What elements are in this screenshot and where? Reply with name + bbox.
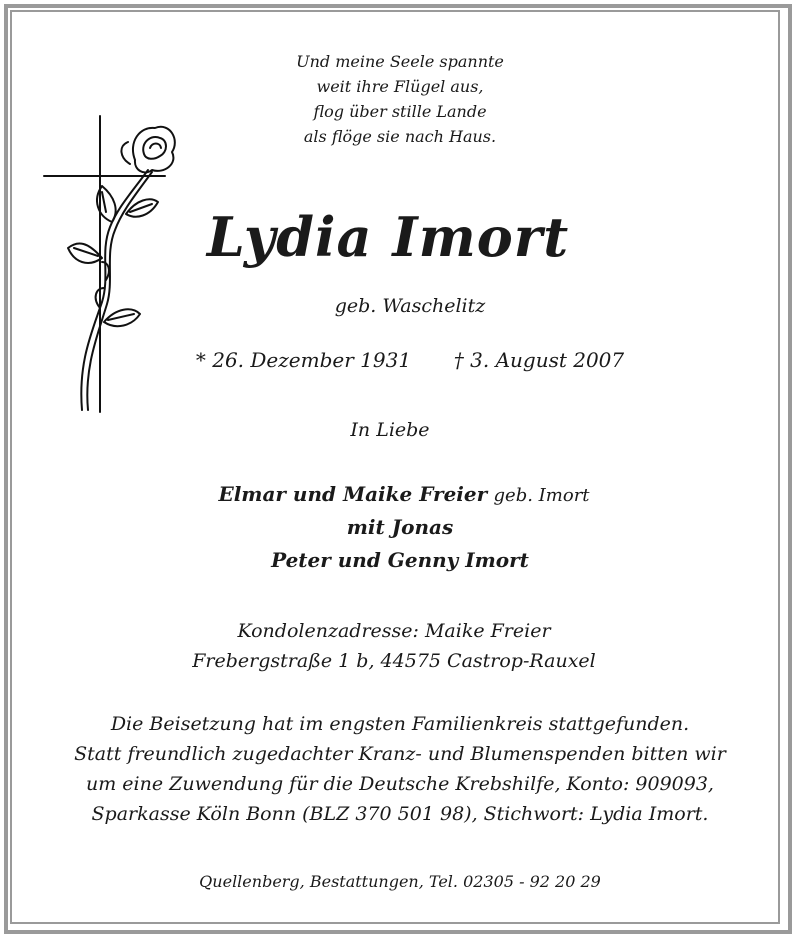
mourners-line-1: [4, 482, 800, 506]
verse-line-3: flog über stille Lande: [313, 102, 487, 121]
mourners-names-1: Elmar und Maike Freier: [218, 482, 488, 506]
condolence-line-1: Kondolenzadresse: Maike Freier: [237, 620, 551, 642]
verse-line-4: als flöge sie nach Haus.: [303, 127, 497, 146]
mourners-maiden: geb. Imort: [493, 485, 590, 506]
life-dates: [10, 348, 800, 372]
mourners-line-2: mit Jonas: [346, 515, 454, 539]
death-date: † 3. August 2007: [453, 348, 625, 372]
notice-line-2: Statt freundlich zugedachter Kranz- und Blumenspenden bitten wir: [74, 743, 726, 765]
deceased-name: Lydia Imort: [206, 205, 570, 269]
notice-line-4: Sparkasse Köln Bonn (BLZ 370 501 98), Stichwort: Lydia Imort.: [91, 803, 709, 825]
footer-undertaker: Quellenberg, Bestattungen, Tel. 02305 - 92 20 29: [199, 872, 601, 891]
verse-line-2: weit ihre Flügel aus,: [316, 77, 484, 96]
mourners-line-3: Peter und Genny Imort: [271, 548, 529, 572]
notice-line-1: Die Beisetzung hat im engsten Familienkreis stattgefunden.: [110, 713, 690, 735]
maiden-name: geb. Waschelitz: [334, 295, 486, 317]
notice-line-3: um eine Zuwendung für die Deutsche Krebshilfe, Konto: 909093,: [86, 773, 714, 795]
condolence-line-2: Frebergstraße 1 b, 44575 Castrop-Rauxel: [192, 650, 596, 672]
in-liebe: In Liebe: [350, 419, 430, 441]
verse-line-1: Und meine Seele spannte: [296, 52, 504, 71]
birth-date: * 26. Dezember 1931: [195, 348, 412, 372]
